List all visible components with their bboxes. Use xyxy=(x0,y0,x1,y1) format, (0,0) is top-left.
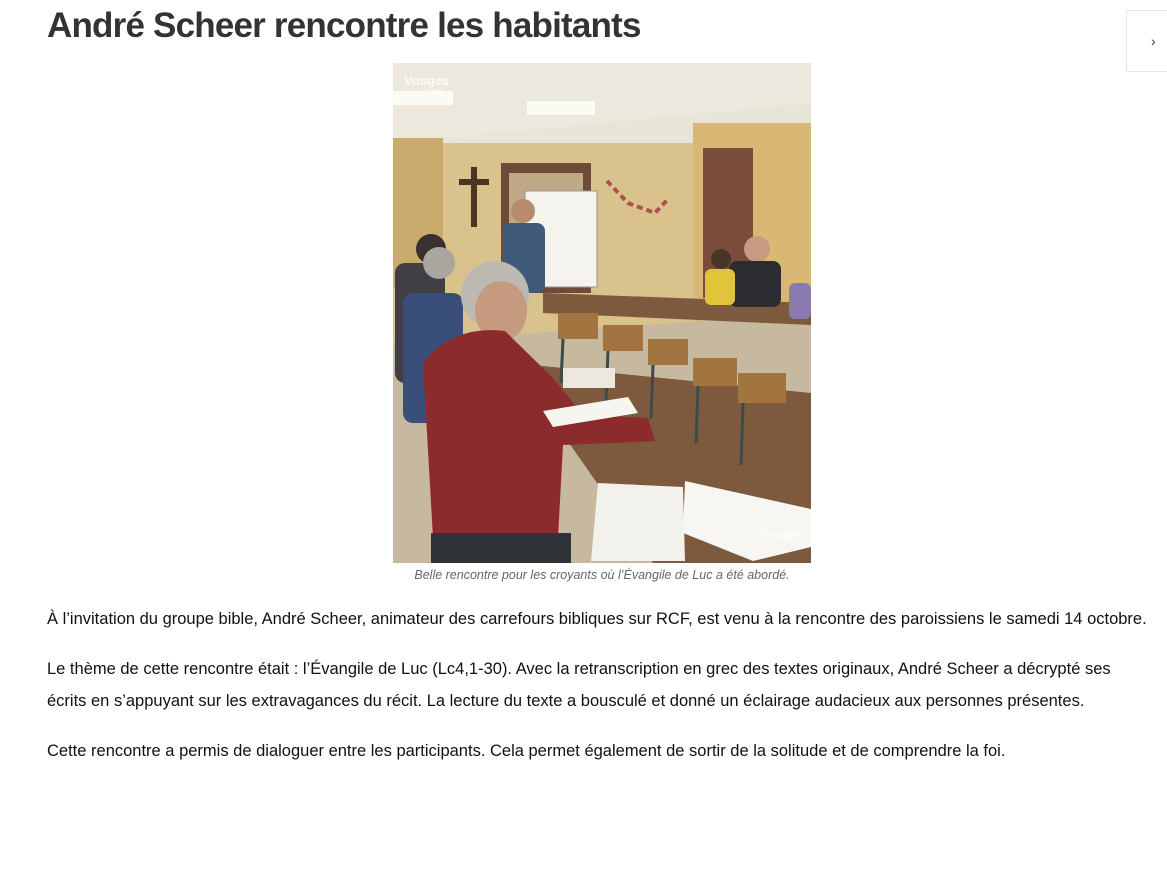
side-tab-button[interactable] xyxy=(1126,10,1167,72)
photo-caption: Belle rencontre pour les croyants où l’Évangile de Luc a été abordé. xyxy=(414,568,790,582)
article-paragraph: Le thème de cette rencontre était : l’Évangile de Luc (Lc4,1-30). Avec la retranscription en grec des textes originaux, André Scheer a décrypté ses écrits en s’appuyant sur les extravagances du récit. La lecture du texte a bousculé et donné un éclairage audacieux aux personnes présentes. xyxy=(47,659,1111,710)
photo-watermark-top: Vosges xyxy=(404,73,450,88)
article-body xyxy=(47,603,1147,784)
article-title: André Scheer rencontre les habitants xyxy=(47,6,641,45)
article-paragraph: Cette rencontre a permis de dialoguer entre les participants. Cela permet également de sortir de la solitude et de comprendre la foi. xyxy=(47,741,1006,760)
photo-watermark-top-sub: matin xyxy=(427,88,445,95)
article-photo xyxy=(393,63,811,563)
side-tab-icon: › xyxy=(1151,33,1156,49)
photo-watermark-bottom: Vosges xyxy=(761,528,803,542)
article-figure xyxy=(393,63,811,582)
article-paragraph: À l’invitation du groupe bible, André Scheer, animateur des carrefours bibliques sur RCF, est venu à la rencontre des paroissiens le samedi 14 octobre. xyxy=(47,610,1147,628)
